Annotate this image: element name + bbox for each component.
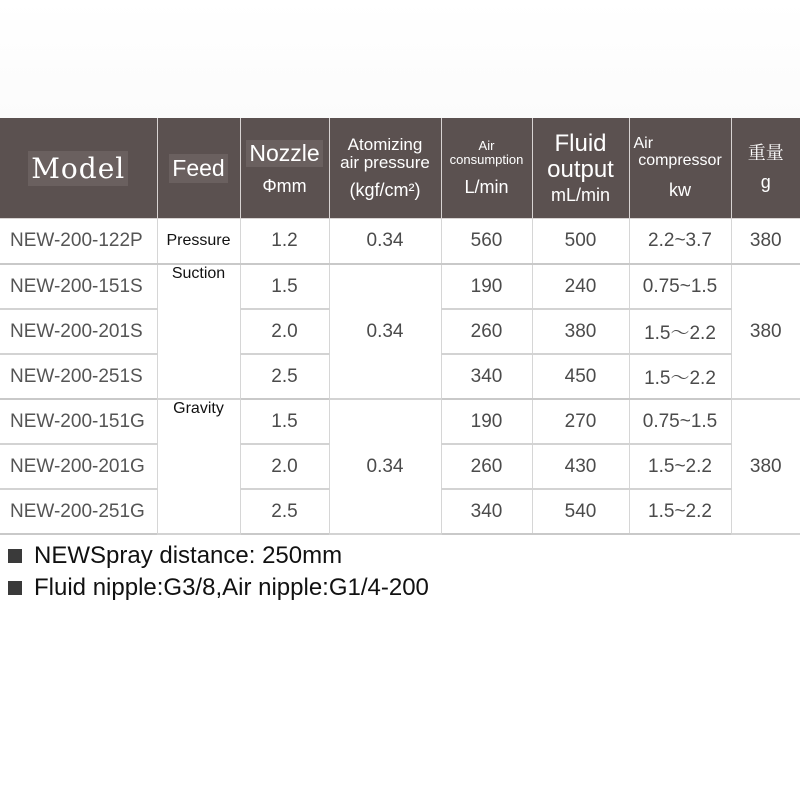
header-air-consumption: Air consumption L/min bbox=[441, 118, 532, 219]
compressor-cell: 1.5~2.2 bbox=[629, 489, 731, 534]
header-nozzle: Nozzle Φmm bbox=[240, 118, 329, 219]
fluid-output-cell: 270 bbox=[532, 399, 629, 444]
top-margin bbox=[0, 0, 800, 118]
model-cell: NEW-200-151G bbox=[0, 399, 157, 444]
pressure-cell: 0.34 bbox=[329, 219, 441, 265]
note-spray-distance bbox=[8, 540, 429, 572]
table-row bbox=[0, 399, 800, 444]
fluid-output-cell: 500 bbox=[532, 219, 629, 265]
spec-table bbox=[0, 118, 800, 535]
compressor-cell: 0.75~1.5 bbox=[629, 264, 731, 309]
fluid-output-cell: 430 bbox=[532, 444, 629, 489]
fluid-output-cell: 240 bbox=[532, 264, 629, 309]
model-cell: NEW-200-251G bbox=[0, 489, 157, 534]
weight-cell: 380 bbox=[731, 399, 800, 534]
header-row bbox=[0, 118, 800, 219]
pressure-cell: 0.34 bbox=[329, 264, 441, 399]
note-text: Fluid nipple:G3/8,Air nipple:G1/4-200 bbox=[34, 574, 429, 601]
feed-cell: Gravity bbox=[157, 399, 240, 534]
notes-list bbox=[8, 540, 429, 604]
feed-cell: Suction bbox=[157, 264, 240, 399]
nozzle-cell: 2.5 bbox=[240, 354, 329, 399]
air-consumption-cell: 340 bbox=[441, 489, 532, 534]
compressor-cell: 1.5~2.2 bbox=[629, 444, 731, 489]
model-cell: NEW-200-251S bbox=[0, 354, 157, 399]
air-consumption-cell: 190 bbox=[441, 264, 532, 309]
weight-cell: 380 bbox=[731, 264, 800, 399]
model-cell: NEW-200-122P bbox=[0, 219, 157, 265]
note-nipple bbox=[8, 572, 429, 604]
pressure-cell: 0.34 bbox=[329, 399, 441, 534]
table-row bbox=[0, 264, 800, 309]
air-consumption-cell: 260 bbox=[441, 309, 532, 354]
nozzle-cell: 2.0 bbox=[240, 309, 329, 354]
header-fluid-output: Fluid output mL/min bbox=[532, 118, 629, 219]
compressor-cell: 2.2~3.7 bbox=[629, 219, 731, 265]
header-feed: Feed bbox=[157, 118, 240, 219]
air-consumption-cell: 560 bbox=[441, 219, 532, 265]
air-consumption-cell: 190 bbox=[441, 399, 532, 444]
model-cell: NEW-200-151S bbox=[0, 264, 157, 309]
fluid-output-cell: 450 bbox=[532, 354, 629, 399]
note-text: NEWSpray distance: 250mm bbox=[34, 542, 343, 569]
model-cell: NEW-200-201G bbox=[0, 444, 157, 489]
model-cell: NEW-200-201S bbox=[0, 309, 157, 354]
nozzle-cell: 2.5 bbox=[240, 489, 329, 534]
header-model: Model bbox=[0, 118, 157, 219]
header-weight: 重量 g bbox=[731, 118, 800, 219]
feed-cell: Pressure bbox=[157, 219, 240, 265]
nozzle-cell: 1.5 bbox=[240, 399, 329, 444]
square-bullet-icon bbox=[8, 549, 22, 563]
nozzle-cell: 2.0 bbox=[240, 444, 329, 489]
nozzle-cell: 1.2 bbox=[240, 219, 329, 265]
header-atomizing-pressure: Atomizing air pressure (kgf/cm²) bbox=[329, 118, 441, 219]
compressor-cell: 1.5～2.2 bbox=[629, 354, 731, 399]
table-row bbox=[0, 219, 800, 265]
air-consumption-cell: 260 bbox=[441, 444, 532, 489]
square-bullet-icon bbox=[8, 581, 22, 595]
header-air-compressor: Air compressor kw bbox=[629, 118, 731, 219]
compressor-cell: 1.5～2.2 bbox=[629, 309, 731, 354]
fluid-output-cell: 540 bbox=[532, 489, 629, 534]
nozzle-cell: 1.5 bbox=[240, 264, 329, 309]
weight-cell: 380 bbox=[731, 219, 800, 265]
fluid-output-cell: 380 bbox=[532, 309, 629, 354]
air-consumption-cell: 340 bbox=[441, 354, 532, 399]
compressor-cell: 0.75~1.5 bbox=[629, 399, 731, 444]
